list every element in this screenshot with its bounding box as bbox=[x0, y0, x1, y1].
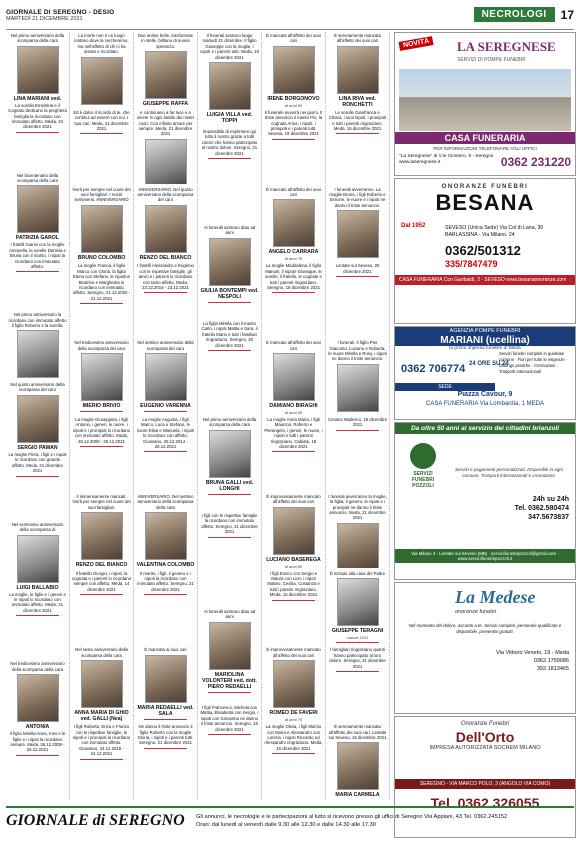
mariani-name: MARIANI (ucellina) bbox=[395, 335, 575, 346]
besana-address-1: SEVESO (Unica Sede) Via Col di Lana, 30 bbox=[445, 225, 544, 231]
pozzoli-tel[interactable]: Tel. 0362.580474 bbox=[514, 505, 569, 512]
medese-address: Via Vittorio Veneto, 19 - Meda bbox=[496, 650, 569, 656]
pozzoli-badge-icon bbox=[410, 443, 436, 469]
ad-la-medese[interactable] bbox=[394, 582, 576, 714]
notice-text: Ed è dolce il ricordo di te, che continui ad essere con noi. I tuoi cari. Meda, 21 dicembre 2021 bbox=[73, 109, 130, 132]
notice-divider bbox=[16, 271, 59, 272]
portrait-photo bbox=[209, 622, 251, 670]
notice-text: La moglie Franca, il figlio Marco con Gloria, la figlia Elena con Stefano, le nipotine Beatrice e Margherita lo ricordano con immutato affetto. Seregno, 21.12.2020 - 21.12.2021 bbox=[72, 263, 131, 301]
notice-divider bbox=[336, 671, 379, 672]
casa-funeraria-title: CASA FUNERARIA bbox=[395, 132, 575, 144]
obituary-notice bbox=[136, 186, 195, 261]
notice-text: ANNIVERSARIO. Nel settimo anniversario della scomparsa della cara bbox=[137, 493, 194, 510]
deceased-name: DAMIANO BIRAGHI bbox=[269, 403, 318, 409]
obituary-notice bbox=[200, 320, 259, 414]
obituary-notice bbox=[328, 32, 387, 107]
pozzoli-cell[interactable]: 347.5673837 bbox=[528, 514, 569, 521]
portrait-photo bbox=[273, 507, 315, 555]
obituary-notice bbox=[72, 109, 131, 184]
portrait-photo bbox=[273, 660, 315, 708]
mariani-casa-funeraria: CASA FUNERARIA Via Lombardia, 1 MEDA bbox=[426, 401, 544, 407]
obituary-notice bbox=[264, 493, 323, 568]
obituary-notice bbox=[264, 416, 323, 491]
besana-address-2: BARLASSINA - Via Milano, 24 bbox=[445, 232, 515, 238]
notice-text: È mancato all'affetto dei suoi cari bbox=[266, 340, 321, 351]
notice-text: Nel tredicesimo anniversario della scomparsa del caro bbox=[74, 340, 129, 351]
pozzoli-text: Servizi e pagamenti personalizzati. Disponibili in ogni comune. Trasporti internazionali e cremazioni. bbox=[454, 467, 563, 478]
pozzoli-bar: Via Milano 3 - Lentate sul Seveso (MB) · serviziifunebripozzoli@gmail.com · www.serviziifunebripozzoli.it bbox=[395, 549, 575, 563]
notice-divider bbox=[208, 158, 251, 159]
obituary-notice bbox=[200, 224, 259, 318]
notice-text: I figli Francesco, Michela con Mattia, Elisabetta con Sergio, i nipoti con Giovanna ne danno il triste annuncio. Seregno, 19 dicembre 2021 bbox=[200, 705, 259, 732]
footer-line-2: Orari: dal lunedì al venerdì dalle 9.30 alle 12.30 e dalle 14.30 alle 17.30 bbox=[196, 821, 376, 828]
obituary-notice bbox=[200, 512, 259, 606]
deceased-name: RENZO DEL BIANCO bbox=[75, 562, 128, 568]
portrait-photo bbox=[17, 395, 59, 443]
notice-divider bbox=[16, 615, 59, 616]
pozzoli-top: Da oltre 50 anni al servizio dei cittadini brianzoli bbox=[395, 423, 575, 434]
notice-text: Impossibile di esprimere qui tutto il nostro grazie a tutti coloro che hanno partecipato al nostro dolore. Seregno, 21 dicembre 2021 bbox=[201, 129, 258, 156]
deceased-name: LINA RIVA ved. RONCHETTI bbox=[339, 95, 376, 107]
obituary-notice bbox=[200, 608, 259, 702]
portrait-photo bbox=[17, 330, 59, 378]
notice-divider bbox=[272, 139, 315, 140]
deceased-dates: di anni 93 bbox=[284, 102, 303, 107]
portrait-photo bbox=[273, 353, 315, 401]
notice-text: Cesano Maderno, 19 dicembre 2021 bbox=[328, 417, 387, 428]
footer-line-1: Gli annunci, le necrologie e le partecipazioni al lutto si ricevono presso gli uffici di Seregno Via Appiani, 43 Tel. 0362.245152 bbox=[196, 814, 508, 820]
notice-text: Nel primo anniversario la ricordano con immutato affetto il figlio Roberto e la sorella. bbox=[8, 312, 67, 329]
besana-bar-text: CASA FUNERARIA Con Garibaldi, 2 - SEVESO www.besanaonoranze.com bbox=[399, 277, 567, 283]
obituary-notice bbox=[264, 186, 323, 261]
ad-besana[interactable] bbox=[394, 178, 576, 324]
notice-text: È serenamente mancata all'affetto dei suoi cari. Lentate sul Seveso, 19 dicembre 2021 bbox=[328, 724, 387, 740]
notice-text: È improvvisamente mancato all'affetto dei suoi cari bbox=[266, 493, 321, 505]
notice-text: Nel quinto anniversario della scomparsa del caro bbox=[10, 382, 65, 393]
dellorto-sub: IMPRESA AUTORIZZATA SOCREM MILANO bbox=[429, 745, 541, 751]
notice-divider bbox=[16, 755, 59, 756]
portrait-photo bbox=[81, 660, 123, 708]
portrait-photo bbox=[145, 51, 187, 99]
notice-text: Nel tredicesimo anniversario della scomparsa della cara bbox=[10, 661, 65, 672]
besana-top: ONORANZE FUNEBRI bbox=[441, 184, 529, 190]
obituary-notice bbox=[8, 521, 67, 589]
seregnese-web[interactable]: www.laseregnese.it bbox=[399, 160, 441, 165]
portrait-photo bbox=[17, 674, 59, 722]
deceased-name: LINA MARIANI ved. bbox=[13, 95, 62, 100]
obituary-notice bbox=[8, 172, 67, 240]
deceased-name: RENZO DEL BIANCO bbox=[139, 254, 192, 261]
section-title: NECROLOGI bbox=[474, 7, 555, 22]
notice-text: I figli Roberta, Erica e Franco con le rispettive famiglie, le nipoti e i pronipoti la ricordano con immutato affetto. Giussano, 24.12.2015 - 24.12.2021 bbox=[72, 724, 131, 757]
notice-divider bbox=[208, 350, 251, 351]
notice-text: La moglie Maddalena, il figlio Manuel, il nipote Giuseppe, le sorelle, il fratello, le cognate e tutti i parenti ringraziano. Seregno, 19 dicembre 2021 bbox=[265, 263, 322, 291]
medese-tel1[interactable]: 0362.1759086 bbox=[533, 658, 569, 664]
besana-mobile[interactable]: 335/7847479 bbox=[445, 259, 498, 269]
deceased-dates: di anni 79 bbox=[284, 717, 303, 722]
notice-text: I fratelli Alessandro e Eugenio con le rispettive famiglie, gli amici e i parenti lo ricordano con tanto affetto. Meda, 23.12.2016 - 23.12.2021 bbox=[137, 263, 194, 291]
portrait-photo bbox=[17, 535, 59, 583]
notice-divider bbox=[336, 642, 379, 643]
obituary-notice bbox=[136, 416, 195, 491]
notice-text: La moglie, le figlie e i generi e le nipoti lo ricordano con immutato affetto. Meda, 21 dicembre 2021 bbox=[9, 591, 66, 613]
notice-text: Il figlio Mirella Anna, Ines e le figlie e i nipoti la ricordano sempre. Meda, 26.12.2008 - 26.12.2021 bbox=[9, 731, 66, 753]
notice-divider bbox=[208, 537, 251, 538]
notice-divider bbox=[208, 734, 251, 735]
deceased-name: SERGIO PAWAN bbox=[17, 444, 58, 449]
notice-text: Nel sesto anniversario della scomparsa della cara bbox=[75, 647, 128, 658]
portrait-photo bbox=[81, 57, 123, 105]
notice-text: e continuano a far luce e a vivere in ogni battito dei nostri cuori. Con infinito amore per sempre. Meda, 21 dicembre 2021 bbox=[137, 109, 194, 137]
mariani-sede-address: Piazza Cavour, 9 bbox=[457, 391, 513, 398]
notice-text: La sorella Ernestina e il Cognato dedicano la preghiera famiglia la ricordano con immutato affetto. Meda, 24 dicembre 2021 bbox=[8, 102, 67, 130]
medese-tel2[interactable]: 392.1813465 bbox=[536, 666, 569, 672]
portrait-photo bbox=[209, 62, 251, 110]
ad-la-seregnese[interactable] bbox=[394, 32, 576, 176]
obituary-notice bbox=[8, 591, 67, 659]
notice-text: La moglie Piera, i figli e i nipoti lo ricordano con grande affetto. Meda, 21 dicembre 2021 bbox=[8, 451, 67, 474]
notice-divider bbox=[272, 753, 315, 754]
besana-phone[interactable]: 0362/501312 bbox=[445, 243, 521, 258]
obituary-grid bbox=[6, 32, 388, 800]
casa-funeraria-info: PER INFORMAZIONI TELEFONARE AGLI UFFICI bbox=[433, 146, 537, 151]
mariani-head: AGENZIA POMPE FUNEBRI bbox=[395, 327, 575, 335]
notice-text: Ai funerali avranno dato ad anni bbox=[203, 609, 256, 620]
obituary-notice bbox=[72, 646, 131, 721]
notice-divider bbox=[208, 692, 251, 693]
notice-text: I famigliari ringraziano quanti hanno partecipato al loro dolore. Seregno, 21 dicembre 2021 bbox=[329, 647, 386, 669]
portrait-photo bbox=[17, 46, 59, 94]
notice-divider bbox=[208, 494, 251, 495]
notice-text: È mancato all'affetto dei suoi cari bbox=[266, 186, 321, 197]
notice-text: Nel primo anniversario della scomparsa della cara bbox=[10, 33, 65, 44]
deceased-name: ANNA MARIA DI GHIO ved. GALLI (Nea) bbox=[74, 710, 129, 722]
notice-text: Ne danno il triste annuncio il figlio Roberto con la moglie Gloria, i nipoti e i parenti tutti. Seregno, 21 dicembre 2021 bbox=[137, 724, 194, 746]
deceased-name: ANTONIA bbox=[25, 724, 50, 729]
obituary-notice bbox=[8, 32, 67, 100]
notice-text: Nel primo anniversario della scomparsa della cara bbox=[202, 417, 257, 428]
deceased-name: GIUSEPPE RAFFA bbox=[142, 101, 189, 107]
portrait-photo bbox=[273, 199, 315, 247]
notice-divider bbox=[80, 759, 123, 760]
notice-text: I fratelli Gianni con la moglie Antonella, le sorelle Daniela e Bruna con il marito, i nipoti la ricordano con immutato affetto. bbox=[9, 242, 66, 270]
besana-address bbox=[445, 225, 543, 239]
notice-divider bbox=[80, 133, 123, 134]
obituary-notice bbox=[72, 262, 131, 337]
obituary-notice bbox=[264, 32, 323, 107]
notice-text: Il immensamente mancati. Vivrà per sempre nel cuore dei suoi famigliari. bbox=[72, 493, 131, 510]
notice-text: I funerali avverranno la moglie, la figlia, il genero, le nipoti e i pronipoti ne danno il triste annuncio. Meda, 21 dicembre 2021 bbox=[328, 493, 387, 521]
notice-text: La figlia Mirella con il marito Carlo, i nipoti Mattia e Sara, il fratello Mario e tutti i familiari ringraziano. Seregno, 20 dicembre 2021 bbox=[201, 321, 258, 348]
notice-text: La moglie Augusta, i figli Marco, Luca e Stefano, le nuore Elisa e Manuela, i nipoti lo ricordano con affetto. Giussano, 26.12.2014 - 26.12.2021 bbox=[136, 417, 195, 450]
besana-name: BESANA bbox=[435, 190, 535, 215]
portrait-photo bbox=[81, 353, 123, 401]
notice-text: È mancata ai suoi cari bbox=[144, 647, 187, 653]
notice-divider bbox=[144, 748, 187, 749]
deceased-dates: di anni 90 bbox=[284, 563, 303, 568]
obituary-column bbox=[6, 32, 70, 800]
footer-logo: GIORNALE di SEREGNO bbox=[6, 812, 185, 829]
portrait-photo bbox=[337, 742, 379, 790]
obituary-notice bbox=[264, 262, 323, 337]
obituary-notice bbox=[8, 660, 67, 728]
portrait-photo bbox=[145, 512, 187, 560]
notice-divider bbox=[80, 594, 123, 595]
mariani-24h: 24 ORE SU 24 bbox=[469, 361, 509, 367]
obituary-notice bbox=[8, 730, 67, 798]
notice-divider bbox=[272, 600, 315, 601]
obituary-notice bbox=[264, 570, 323, 645]
notice-divider bbox=[144, 451, 187, 452]
obituary-notice bbox=[264, 109, 323, 184]
portrait-photo bbox=[145, 655, 187, 703]
building-photo bbox=[399, 69, 571, 131]
dellorto-name: Dell'Orto bbox=[455, 729, 515, 745]
obituary-notice bbox=[328, 262, 387, 337]
obituary-notice bbox=[72, 723, 131, 798]
notice-divider bbox=[272, 292, 315, 293]
notice-text: Nel ventesimo anniversario della scomparsa di bbox=[11, 521, 64, 533]
notice-text: Il fratello Giorgio, i nipoti, la cognata e i parenti lo ricordano sempre con affetto. Meda, 14 dicembre 2021 bbox=[72, 570, 131, 592]
deceased-name: MARIA REDAELLI ved. SALA bbox=[137, 704, 194, 717]
obituary-notice bbox=[8, 451, 67, 519]
obituary-notice bbox=[8, 241, 67, 309]
notice-text: È serenamente mancata all'affetto dei suoi cari bbox=[334, 33, 381, 44]
deceased-name: VALENTINA COLOMBO bbox=[136, 562, 195, 568]
notice-divider bbox=[80, 446, 123, 447]
seregnese-address-text: "La Seregnese" di V.le Cimitero, 9 - Seregno bbox=[399, 154, 494, 159]
deceased-name: IRENE BORGONOVO bbox=[267, 95, 320, 102]
notice-text: Il funerale avverrà nei giorni. Il triste annuncio il marito Pio, la cognata Anna, i nipoti, i pronipoti e i parenti tutti. Sevesa, 19 dicembre 2021 bbox=[264, 109, 323, 137]
notice-divider bbox=[144, 411, 187, 412]
obituary-column bbox=[262, 32, 326, 800]
notice-text: Le sorelle Gianfranca e Chiara, i suoi nipoti, i pronipoti e tutti i parenti ringraziano. Meda, 16 dicembre 2021 bbox=[328, 109, 387, 132]
notice-text: Due anime belle, trasformate in stelle, brillano di nuova speranza. bbox=[137, 33, 194, 49]
notice-text: Il marito, i figli, il genero e i nipoti la ricordano con immutato affetto. Seregno, 21 dicembre 2021 bbox=[137, 570, 194, 592]
obituary-notice bbox=[8, 311, 67, 379]
obituary-notice bbox=[136, 493, 195, 568]
medese-contacts bbox=[496, 649, 569, 673]
notice-text: È improvvisamente mancato all'affetto dei suoi cari bbox=[266, 647, 321, 658]
deceased-name: IMERIO BRIVIO bbox=[82, 403, 121, 409]
medese-sub: onoranze funebri bbox=[455, 609, 497, 615]
notice-text: La moglie Olivia, i figli Marzio con Moira e Alessandro con Lorena, i nipoti Riccardo ed Alessandro ringraziano. Meda, 16 dicembre 2021 bbox=[264, 724, 323, 751]
obituary-notice bbox=[136, 32, 195, 107]
medese-logo: La Medese bbox=[455, 587, 536, 607]
deceased-name: BRUNO COLOMBO bbox=[77, 254, 126, 261]
notice-text: È mancata all'affetto dei suoi cari bbox=[266, 33, 321, 44]
portrait-photo bbox=[209, 238, 251, 286]
portrait-photo bbox=[337, 364, 379, 412]
obituary-notice bbox=[200, 32, 259, 126]
obituary-notice bbox=[136, 570, 195, 645]
besana-bar bbox=[395, 275, 575, 285]
portrait-photo bbox=[145, 139, 187, 184]
notice-divider bbox=[336, 276, 379, 277]
notice-text: Vivrà per sempre nel cuore dei suoi famigliari. I nostri sentimenti. ANNIVERSARIO bbox=[72, 186, 131, 203]
portrait-photo bbox=[17, 185, 59, 233]
portrait-photo bbox=[145, 205, 187, 253]
portrait-photo bbox=[337, 578, 379, 626]
obituary-column bbox=[326, 32, 390, 800]
obituary-notice bbox=[328, 339, 387, 414]
header-right bbox=[474, 7, 574, 22]
obituary-notice bbox=[72, 416, 131, 491]
notice-text: Lentate sul Seveso, 20 dicembre 2021 bbox=[335, 263, 380, 274]
obituary-notice bbox=[328, 493, 387, 568]
deceased-name: BRUNA GALLI ved. LONGHI bbox=[205, 479, 254, 492]
obituary-notice bbox=[72, 339, 131, 414]
dellorto-address: SEREGNO - VIA MARCO POLO, 3 (ANGOLO VIA COMO) bbox=[395, 779, 575, 789]
notice-divider bbox=[272, 451, 315, 452]
obituary-notice bbox=[8, 381, 67, 449]
notice-text: La moglie Anna Maria, i figli Maurizio, Roberto e Pierangelo, i generi, le nuore, i nipoti e tutti i parenti ringraziano. Cabiate, 18 dicembre 2021 bbox=[264, 417, 323, 450]
obituary-notice bbox=[328, 186, 387, 261]
notice-text: La morte non è un luogo lontano dove la cercheremo, ma nell'affetto di chi ci ha amato e ricordato. bbox=[74, 33, 129, 55]
deceased-name: LUIGI BALLABIO bbox=[16, 584, 59, 589]
notice-divider bbox=[208, 302, 251, 303]
obituary-notice bbox=[72, 570, 131, 645]
notice-text: Ai funerali avranno dato ad anni bbox=[203, 225, 256, 236]
notice-divider bbox=[16, 476, 59, 477]
header-left bbox=[6, 9, 114, 22]
ad-mariani[interactable] bbox=[394, 326, 576, 420]
obituary-notice bbox=[328, 570, 387, 645]
portrait-photo bbox=[337, 46, 379, 94]
mariani-sub: la prima impresa funebre di Meda bbox=[449, 346, 521, 351]
mariani-services: Servizi funebri completi in qualsiasi comune · Fiori per tutte le esigenze · Disbrigo pratiche · Cremazioni · Trasporti internazionali bbox=[499, 351, 568, 374]
obituary-notice bbox=[136, 109, 195, 184]
mariani-phone[interactable]: 0362 706774 bbox=[401, 363, 466, 375]
obituary-notice bbox=[72, 493, 131, 568]
notice-divider bbox=[144, 292, 187, 293]
mariani-sede: SEDE bbox=[395, 383, 495, 391]
notice-divider bbox=[144, 594, 187, 595]
besana-since: Dal 1952 bbox=[401, 223, 426, 229]
deceased-name: MARIA CARMELA bbox=[335, 792, 380, 798]
notice-divider bbox=[16, 132, 59, 133]
obituary-notice bbox=[264, 723, 323, 798]
obituary-notice bbox=[136, 723, 195, 798]
deceased-dates: di anni 90 bbox=[284, 410, 303, 414]
obituary-notice bbox=[328, 723, 387, 798]
deceased-name: EUGENIO VARENNA bbox=[140, 403, 191, 409]
portrait-photo bbox=[337, 523, 379, 568]
novita-badge: NOVITÀ bbox=[398, 36, 433, 51]
seregnese-phone[interactable]: 0362 231220 bbox=[500, 155, 571, 169]
pozzoli-24h: 24h su 24h bbox=[532, 496, 569, 503]
deceased-name: PATRIZIA GAROL bbox=[15, 235, 60, 240]
notice-text: ANNIVERSARIO. Nel quinto anniversario della scomparsa del caro bbox=[137, 186, 194, 203]
seregnese-address bbox=[399, 154, 499, 166]
obituary-notice bbox=[72, 32, 131, 107]
deceased-name: LUIGIA VILLA ved. TOPPI bbox=[206, 112, 253, 125]
footer-text bbox=[196, 814, 572, 829]
obituary-notice bbox=[136, 262, 195, 337]
pozzoli-logo-text: SERVIZI FUNEBRI POZZOLI bbox=[411, 471, 435, 489]
notice-text: I funerali avverranno. La moglie Bruna, i figli Roberto e Simone, le nuore e i nipoti ne danno il triste annuncio. bbox=[329, 186, 386, 208]
obituary-notice bbox=[328, 416, 387, 491]
page-footer bbox=[6, 806, 574, 836]
deceased-name: ROMEO DE FAVERI bbox=[269, 710, 318, 717]
obituary-notice bbox=[200, 704, 259, 798]
pozzoli-hours bbox=[515, 495, 569, 522]
seregnese-subtitle: SERVIZI DI POMPE FUNEBRI bbox=[457, 57, 526, 63]
deceased-name: LUCIANO BASEREGA bbox=[266, 556, 321, 563]
ad-pozzoli[interactable] bbox=[394, 422, 576, 580]
deceased-name: ANGELO CARRARA bbox=[268, 249, 319, 256]
notice-text: I figli Enrico con Sergio e Maura con Lion, i nipoti Matteo, Cecilia, Costanza e tutti i parenti ringraziano. Meda, 15 dicembre 2021 bbox=[267, 570, 320, 598]
page-header bbox=[6, 7, 574, 30]
portrait-photo bbox=[209, 430, 251, 478]
deceased-dates: classe 1931 bbox=[346, 635, 369, 640]
portrait-photo bbox=[337, 210, 379, 258]
notice-divider bbox=[80, 411, 123, 412]
notice-text: Nel bicentenario della scomparsa della cara bbox=[16, 172, 59, 184]
portrait-photo bbox=[81, 205, 123, 253]
notice-text: I funerali. Il figlio Pier Giacomo, Luciano e Roberta, le nuore Mirella e Rosy, i nipoti ne danno il triste annuncio. bbox=[328, 340, 387, 362]
notice-divider bbox=[144, 719, 187, 720]
obituary-notice bbox=[136, 339, 195, 414]
notice-text: Nel settimo anniversario della scomparsa del caro bbox=[137, 340, 194, 351]
portrait-photo bbox=[81, 512, 123, 560]
notice-divider bbox=[80, 303, 123, 304]
notice-divider bbox=[336, 133, 379, 134]
obituary-notice bbox=[264, 646, 323, 721]
pozzoli-logo bbox=[403, 441, 443, 489]
deceased-name: GIUSEPPE TERAGNI bbox=[331, 628, 384, 634]
seregnese-logo: LA SEREGNESE bbox=[457, 39, 556, 54]
dellorto-phone[interactable]: Tel. 0362 326055 bbox=[430, 795, 540, 811]
obituary-notice bbox=[8, 102, 67, 170]
notice-text: La moglie Giuseppina, i figli Antonio, i generi, le nuore, i nipoti e i pronipoti lo ricordano con immutato affetto. Meda, 26.12.2008 - 26.12.2021 bbox=[72, 417, 131, 444]
portrait-photo bbox=[145, 353, 187, 401]
deceased-dates: di anni 78 bbox=[284, 256, 303, 261]
newspaper-brand: GIORNALE DI SEREGNO - DESIO bbox=[6, 9, 115, 16]
portrait-photo bbox=[273, 46, 315, 94]
page-number: 17 bbox=[560, 7, 574, 22]
deceased-name: MARIOLINA VOLONTERI ved. dott. PIERO REDAELLI bbox=[202, 671, 257, 690]
issue-date: MARTEDÌ 21 DICEMBRE 2021 bbox=[6, 16, 83, 22]
notice-text: È tornato alla casa del Padre bbox=[329, 570, 386, 576]
obituary-notice bbox=[328, 109, 387, 184]
obituary-notice bbox=[200, 128, 259, 222]
obituary-notice bbox=[72, 186, 131, 261]
notice-text: I figli con le rispettive famiglie la ricordano con immutato affetto. Seregno, 21 dicembre 2021 bbox=[201, 513, 258, 535]
obituary-notice bbox=[200, 416, 259, 510]
obituary-column bbox=[70, 32, 134, 800]
notice-divider bbox=[336, 430, 379, 431]
medese-text: Nel momento del dolore, accanto a te. Servizi completi, personale qualificato e disponibile, preventivi gratuiti. bbox=[408, 623, 562, 634]
obituary-notice bbox=[328, 646, 387, 721]
dellorto-top: Onoranze Funebri bbox=[460, 721, 510, 727]
obituary-column bbox=[134, 32, 198, 800]
obituary-notice bbox=[136, 646, 195, 721]
notice-text: Il funerali avranno luogo martedì 21 dicembre. Il figlio Giuseppe con la moglie, i nipoti e i parenti tutti. Meda, 19 dicembre 2021 bbox=[200, 33, 259, 60]
deceased-name: GIULIA BONTEMPI ved. NESPOLI bbox=[200, 287, 259, 300]
obituary-notice bbox=[264, 339, 323, 414]
obituary-column bbox=[198, 32, 262, 800]
